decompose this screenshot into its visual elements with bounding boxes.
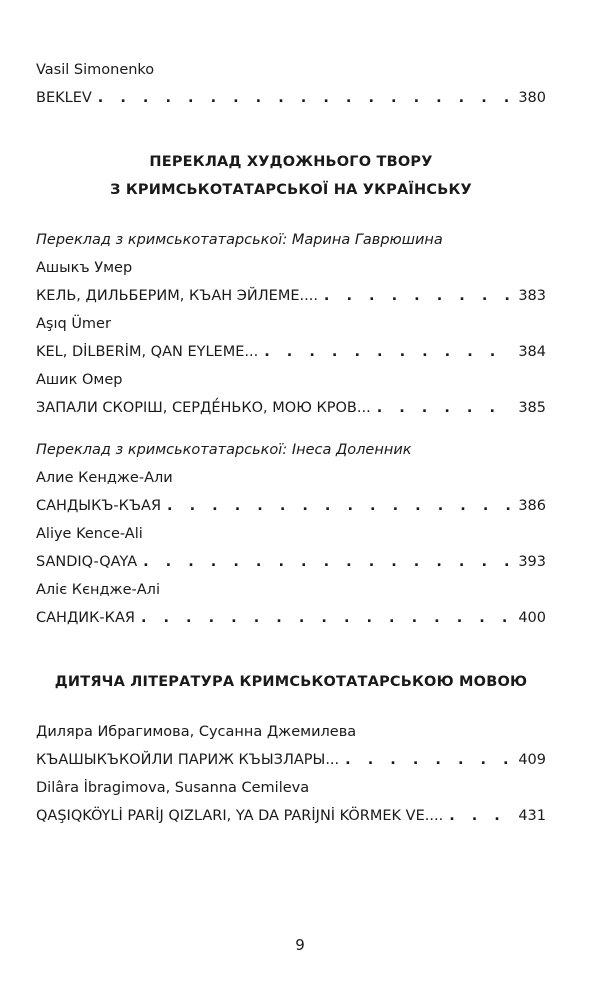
- author-name: Vasil Simonenko: [36, 62, 155, 78]
- toc-entry: [36, 282, 546, 310]
- author-name: Dilâra İbragimova, Susanna Cemileva: [36, 780, 310, 796]
- entry-title: BEKLEV: [36, 90, 92, 106]
- toc-entry: [36, 394, 546, 422]
- toc-entry: [36, 84, 546, 112]
- page-number: 9: [295, 936, 305, 954]
- entry-title: QAŞIQKÖYLİ PARİJ QIZLARI, YA DA PARİJNİ KÖRMEK VE....: [36, 808, 444, 824]
- translator-credit: Переклад з кримськотатарської: Марина Гаврюшина: [36, 232, 443, 248]
- toc-entry: [36, 492, 546, 520]
- entry-page: 384: [518, 344, 546, 360]
- section-heading: [36, 148, 546, 204]
- author-name: Ашыкъ Умер: [36, 260, 133, 276]
- entry-title: ЗАПАЛИ СКОРІШ, СЕРДЕ́НЬКО, МОЮ КРОВ...: [36, 400, 371, 416]
- author-name: Aliye Kence-Ali: [36, 526, 143, 542]
- author-name: Аліє Кєндже-Алі: [36, 582, 160, 598]
- section-heading-line: ПЕРЕКЛАД ХУДОЖНЬОГО ТВОРУ: [149, 154, 433, 170]
- entry-title: САНДЫКЪ-КЪАЯ: [36, 498, 162, 514]
- dot-leader: [324, 282, 512, 310]
- dot-leader: [141, 604, 512, 632]
- author-name: Aşıq Ümer: [36, 316, 111, 332]
- entry-page: 409: [518, 752, 546, 768]
- entry-page: 383: [518, 288, 546, 304]
- entry-page: 400: [518, 610, 546, 626]
- entry-title: KEL, DİLBERİM, QAN EYLEME...: [36, 344, 259, 360]
- toc-entry: [36, 548, 546, 576]
- dot-leader: [449, 802, 512, 830]
- dot-leader: [98, 84, 513, 112]
- entry-page: 385: [518, 400, 546, 416]
- dot-leader: [143, 548, 512, 576]
- entry-title: SANDIQ-QAYA: [36, 554, 138, 570]
- dot-leader: [264, 338, 512, 366]
- table-of-contents: [36, 56, 546, 830]
- author-name: Алие Кендже-Али: [36, 470, 173, 486]
- dot-leader: [167, 492, 512, 520]
- entry-title: КЪАШЫКЪКОЙЛИ ПАРИЖ КЪЫЗЛАРЫ...: [36, 752, 340, 768]
- author-name: Диляра Ибрагимова, Сусанна Джемилева: [36, 724, 357, 740]
- entry-title: САНДИК-КАЯ: [36, 610, 135, 626]
- toc-entry: [36, 604, 546, 632]
- entry-page: 393: [518, 554, 546, 570]
- entry-title: КЕЛЬ, ДИЛЬБЕРИМ, КЪАН ЭЙЛЕМЕ....: [36, 288, 318, 304]
- author-name: Ашик Омер: [36, 372, 123, 388]
- entry-page: 380: [518, 90, 546, 106]
- dot-leader: [345, 746, 512, 774]
- entry-page: 386: [518, 498, 546, 514]
- toc-entry: [36, 746, 546, 774]
- section-heading-line: З КРИМСЬКОТАТАРСЬКОЇ НА УКРАЇНСЬКУ: [110, 182, 472, 198]
- toc-entry: [36, 338, 546, 366]
- dot-leader: [377, 394, 513, 422]
- translator-credit: Переклад з кримськотатарської: Інеса Доленник: [36, 442, 412, 458]
- toc-entry: [36, 802, 546, 830]
- entry-page: 431: [518, 808, 546, 824]
- section-heading: ДИТЯЧА ЛІТЕРАТУРА КРИМСЬКОТАТАРСЬКОЮ МОВОЮ: [54, 674, 528, 690]
